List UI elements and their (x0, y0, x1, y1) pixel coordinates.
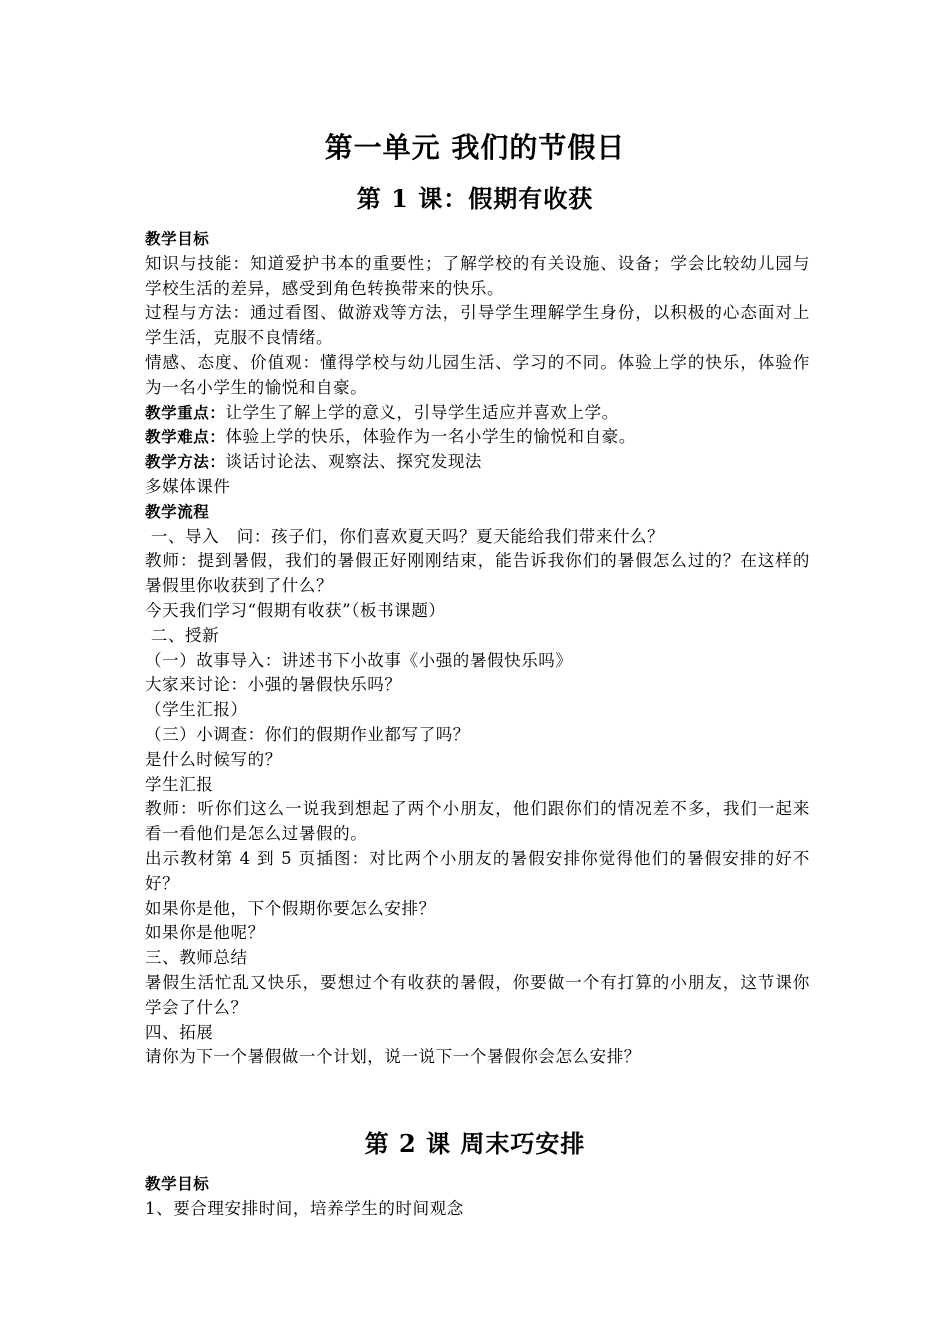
flow-line: 大家来讨论：小强的暑假快乐吗？ (145, 675, 402, 695)
flow-line: （一）故事导入：讲述书下小故事《小强的暑假快乐吗》 (145, 650, 573, 670)
flow-line: 暑假生活忙乱又快乐，要想过个有收获的暑假，你要做一个有打算的小朋友，这节课你学会了什么？ (145, 972, 810, 1017)
flow-line: 二、授新 (145, 625, 220, 645)
lesson-2-body (145, 1172, 810, 1222)
difficulty-label: 教学难点： (145, 428, 226, 447)
flow-line: 出示教材第 4 到 5 页插图：对比两个小朋友的暑假安排你觉得他们的暑假安排的好不好？ (145, 848, 810, 893)
flow-line: 学生汇报 (145, 774, 214, 794)
objectives-heading: 教学目标 (145, 230, 210, 248)
difficulty-text: 体验上学的快乐，体验作为一名小学生的愉悦和自豪。 (225, 427, 636, 447)
emotion-values: 情感、态度、价值观：懂得学校与幼儿园生活、学习的不同。体验上学的快乐，体验作为一名小学生的愉悦和自豪。 (145, 352, 810, 397)
method-text: 谈话讨论法、观察法、探究发现法 (225, 452, 483, 472)
flow-line: （三）小调查：你们的假期作业都写了吗？ (145, 724, 470, 744)
flow-line: 三、教师总结 (145, 948, 248, 968)
key-text: 让学生了解上学的意义，引导学生适应并喜欢上学。 (225, 402, 619, 422)
lesson-1-title: 第 1 课：假期有收获 (356, 184, 594, 213)
lesson-2-title: 第 2 课 周末巧安排 (364, 1129, 586, 1158)
flow-line: 今天我们学习“假期有收获”（板书课题） (145, 600, 446, 620)
flow-heading: 教学流程 (145, 502, 210, 521)
flow-line: 一、导入 问：孩子们，你们喜欢夏天吗？夏天能给我们带来什么？ (145, 526, 665, 546)
lesson-1-body (145, 227, 810, 1070)
teaching-media: 多媒体课件 (145, 476, 231, 496)
unit-title: 第一单元 我们的节假日 (324, 131, 626, 164)
flow-line: 是什么时候写的？ (145, 749, 282, 769)
teaching-difficulty (145, 425, 810, 450)
key-label: 教学重点： (145, 403, 226, 422)
teaching-method (145, 450, 810, 475)
flow-line: 四、拓展 (145, 1022, 214, 1042)
flow-line: （学生汇报） (145, 700, 248, 720)
flow-line: 请你为下一个暑假做一个计划，说一说下一个暑假你会怎么安排？ (145, 1047, 641, 1067)
method-label: 教学方法： (145, 453, 226, 472)
flow-line: 教师：提到暑假，我们的暑假正好刚刚结束，能告诉我你们的暑假怎么过的？在这样的暑假里你收获到了什么？ (145, 551, 810, 596)
knowledge-skills: 知识与技能：知道爱护书本的重要性；了解学校的有关设施、设备；学会比较幼儿园与学校生活的差异，感受到角色转换带来的快乐。 (145, 253, 810, 298)
flow-line: 如果你是他，下个假期你要怎么安排？ (145, 898, 436, 918)
teaching-key-point (145, 401, 810, 426)
process-methods: 过程与方法：通过看图、做游戏等方法，引导学生理解学生身份，以积极的心态面对上学生活，克服不良情绪。 (145, 303, 810, 348)
flow-line: 如果你是他呢？ (145, 923, 265, 943)
lesson-2-objective-1: 1、要合理安排时间，培养学生的时间观念 (145, 1198, 464, 1218)
lesson-2-objectives-heading: 教学目标 (145, 1175, 210, 1193)
flow-line: 教师：听你们这么一说我到想起了两个小朋友，他们跟你们的情况差不多，我们一起来看一看他们是怎么过暑假的。 (145, 799, 810, 844)
